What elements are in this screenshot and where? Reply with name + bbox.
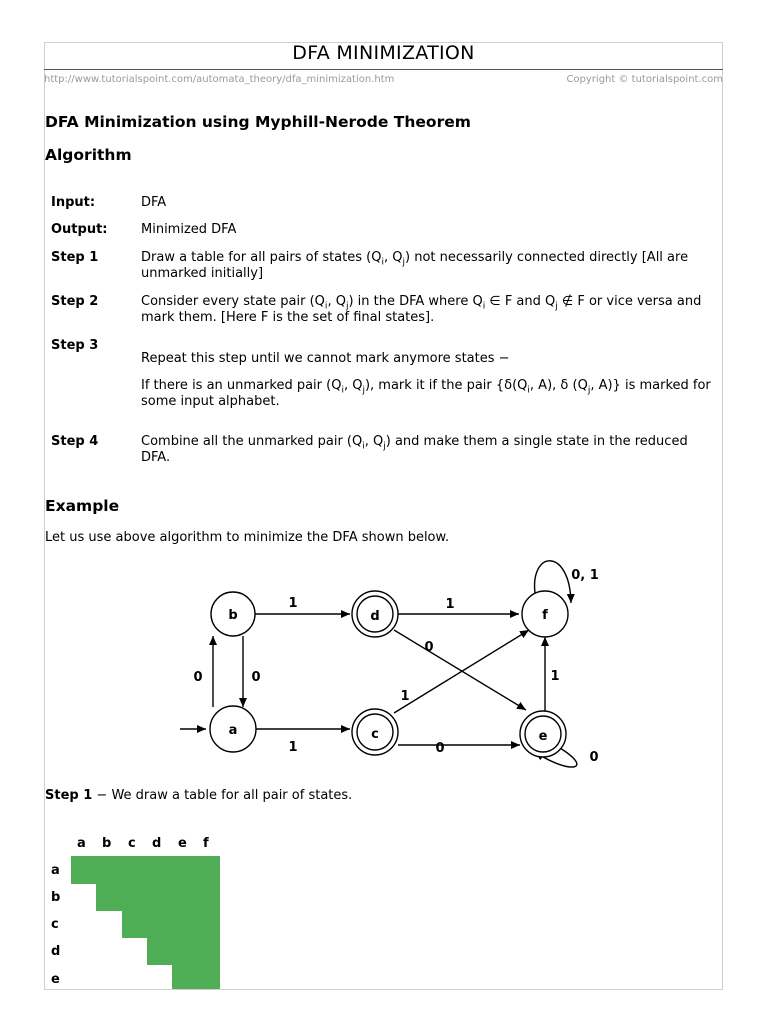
input-label: Input: xyxy=(51,195,96,210)
table-fill-row-a xyxy=(71,856,220,884)
page-heading: DFA Minimization using Myphill-Nerode Theorem xyxy=(45,113,471,131)
label-state-e: e xyxy=(538,729,548,744)
example-heading: Example xyxy=(45,497,120,515)
label-state-b: b xyxy=(228,608,238,623)
col-header-b: b xyxy=(102,836,112,851)
step1-para-text: − We draw a table for all pair of states. xyxy=(92,788,353,803)
title-divider xyxy=(44,69,723,70)
step4-label: Step 4 xyxy=(51,434,99,449)
copyright-notice: Copyright © tutorialspoint.com xyxy=(566,74,723,85)
col-header-d: d xyxy=(152,836,162,851)
row-header-a: a xyxy=(51,863,60,878)
col-header-c: c xyxy=(128,836,136,851)
label-b-d: 1 xyxy=(288,596,298,611)
label-d-e: 0 xyxy=(424,640,434,655)
step3-line1: Repeat this step until we cannot mark anymore states − xyxy=(141,351,510,366)
row-header-c: c xyxy=(51,917,59,932)
page-frame xyxy=(44,42,723,990)
table-fill-row-d xyxy=(147,938,220,965)
step4-text: Combine all the unmarked pair ($Q_i$, $Q_j$) and make them a single state in the reduced DFA. xyxy=(141,434,688,465)
table-fill-row-b xyxy=(96,884,220,911)
col-header-f: f xyxy=(203,836,209,851)
row-header-b: b xyxy=(51,890,61,905)
label-c-e: 0 xyxy=(435,741,445,756)
step1-text: Draw a table for all pairs of states ($Q_i$, $Q_j$) not necessarily connected directly [All are unmarked initially] xyxy=(141,250,689,281)
label-d-f: 1 xyxy=(445,597,455,612)
label-state-f: f xyxy=(542,608,548,623)
row-header-e: e xyxy=(51,972,60,987)
step3-label: Step 3 xyxy=(51,338,99,353)
dfa-diagram xyxy=(175,555,615,770)
input-value: DFA xyxy=(141,195,167,210)
table-fill-row-e xyxy=(172,965,220,989)
step3-line2: If there is an unmarked pair ($Q_i$, $Q_j$), mark it if the pair {$\delta(Q_i$, A), δ ($Q_j$, A)} is marked for some input alphabet. xyxy=(141,378,711,409)
label-state-d: d xyxy=(370,609,380,624)
edge-d-e xyxy=(394,630,526,710)
output-value: Minimized DFA xyxy=(141,222,237,237)
output-label: Output: xyxy=(51,222,108,237)
col-header-a: a xyxy=(77,836,86,851)
label-a-c: 1 xyxy=(288,740,298,755)
row-header-d: d xyxy=(51,944,61,959)
step1-label: Step 1 xyxy=(51,250,99,265)
source-url[interactable]: http://www.tutorialspoint.com/automata_theory/dfa_minimization.htm xyxy=(44,74,395,85)
label-c-f: 1 xyxy=(400,689,410,704)
example-intro: Let us use above algorithm to minimize the DFA shown below. xyxy=(45,530,450,545)
step2-text: Consider every state pair ($Q_i$, $Q_j$) in the DFA where $Q_i$ ∈ F and $Q_j$ ∉ F or vice versa and mark them. [Here F is the set of final states]. xyxy=(141,294,702,325)
table-fill-row-c xyxy=(122,911,220,938)
step1-para-label: Step 1 xyxy=(45,788,93,803)
label-state-a: a xyxy=(228,723,238,738)
label-f-loop: 0, 1 xyxy=(571,568,599,583)
step2-label: Step 2 xyxy=(51,294,99,309)
document-title: DFA MINIMIZATION xyxy=(292,42,475,64)
label-state-c: c xyxy=(371,727,379,742)
col-header-e: e xyxy=(178,836,187,851)
label-e-loop: 0 xyxy=(589,750,599,765)
label-e-f: 1 xyxy=(550,669,560,684)
algorithm-heading: Algorithm xyxy=(45,146,132,164)
label-b-a: 0 xyxy=(251,670,261,685)
step1-paragraph xyxy=(45,788,352,803)
label-a-b: 0 xyxy=(193,670,203,685)
